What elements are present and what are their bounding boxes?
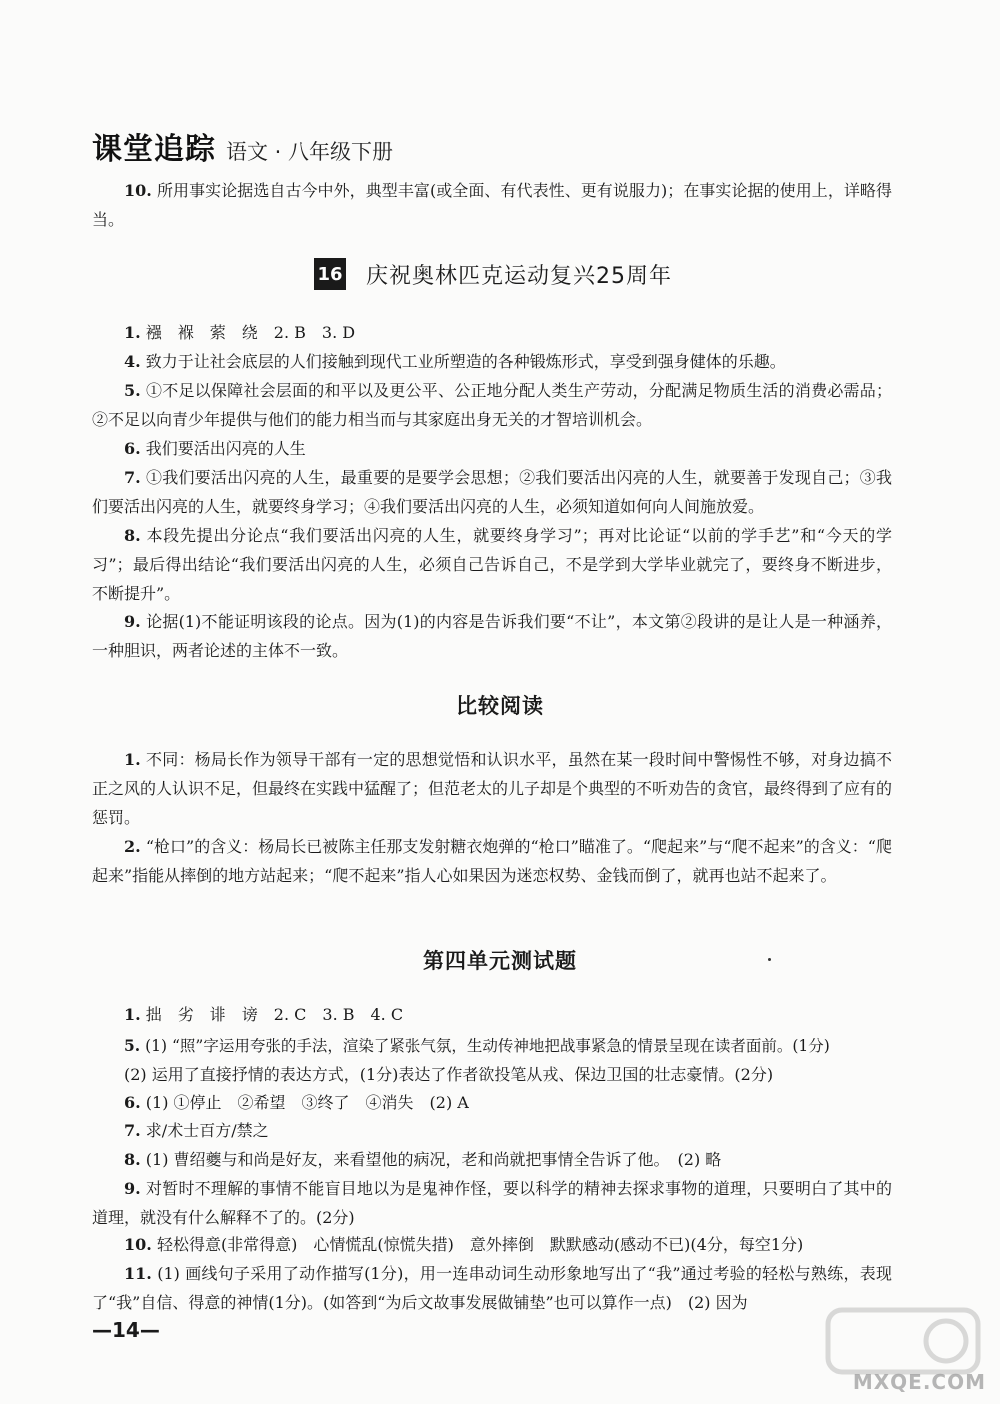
item-text: 拙 劣 诽 谤 2. C 3. B 4. C bbox=[145, 1005, 404, 1024]
item-number: 10. bbox=[124, 181, 152, 200]
item-number: 1. bbox=[124, 750, 141, 769]
item-number: 2. bbox=[124, 837, 141, 856]
answer-item bbox=[92, 607, 892, 665]
item-text: 襁 褓 萦 绕 2. B 3. D bbox=[145, 323, 356, 342]
item-text: ①不足以保障社会层面的和平以及更公平、公正地分配人类生产劳动，分配满足物质生活的消费必需品；②不足以向青少年提供与他们的能力相当而与其家庭出身无关的才智培训机会。 bbox=[92, 381, 892, 429]
item-text: 所用事实论据选自古今中外，典型丰富(或全面、有代表性、更有说服力)；在事实论据的使用上，详略得当。 bbox=[92, 181, 892, 229]
answer-item bbox=[92, 1088, 892, 1117]
item-number: 1. bbox=[124, 1005, 141, 1024]
section-title-unit-test: 第四单元测试题 bbox=[423, 949, 577, 973]
answer-item bbox=[92, 1259, 892, 1317]
answer-item bbox=[92, 1000, 892, 1029]
item-text: 轻松得意(非常得意) 心情慌乱(惊慌失措) 意外摔倒 默默感动(感动不已)(4分，每空1分) bbox=[156, 1235, 804, 1254]
item-text: 对暂时不理解的事情不能盲目地以为是鬼神作怪，要以科学的精神去探求事物的道理，只要明白了其中的道理，就没有什么解释不了的。(2分) bbox=[92, 1179, 892, 1227]
item-number: 10. bbox=[124, 1235, 152, 1254]
answer-item bbox=[92, 1145, 892, 1174]
lesson-number-badge: 16 bbox=[314, 258, 346, 290]
item-number: 6. bbox=[124, 1093, 141, 1112]
item-text: 我们要活出闪亮的人生 bbox=[145, 439, 306, 458]
item-text: 不同：杨局长作为领导干部有一定的思想觉悟和认识水平，虽然在某一段时间中警惕性不够，对身边搞不正之风的人认识不足，但最终在实践中猛醒了；但范老太的儿子却是个典型的不听劝告的贪官，最终得到了应有的惩罚。 bbox=[92, 750, 893, 827]
answer-item bbox=[92, 347, 892, 376]
watermark-text: MXQE.COM bbox=[852, 1370, 986, 1394]
answer-item bbox=[92, 463, 892, 521]
item-text: (1) 曹绍夔与和尚是好友，来看望他的病况，老和尚就把事情全告诉了他。 (2) 略 bbox=[145, 1150, 722, 1169]
answer-item bbox=[92, 176, 892, 234]
answer-item bbox=[92, 1060, 892, 1089]
item-text: (1) 画线句子采用了动作描写(1分)，用一连串动词生动形象地写出了“我”通过考验的轻松与熟练，表现了“我”自信、得意的神情(1分)。(如答到“为后文故事发展做铺垫”也可以算作一点) (2) 因为 bbox=[92, 1264, 892, 1312]
item-text: 论据(1)不能证明该段的论点。因为(1)的内容是告诉我们要“不让”，本文第②段讲的是让人是一种涵养，一种胆识，两者论述的主体不一致。 bbox=[92, 612, 892, 660]
item-number: 8. bbox=[124, 1150, 141, 1169]
item-number: 4. bbox=[124, 352, 141, 371]
item-text: 求/术士百方/禁之 bbox=[145, 1121, 269, 1140]
item-number: 11. bbox=[124, 1264, 152, 1283]
book-brand-logo: 课堂追踪 bbox=[92, 132, 216, 167]
item-text: 致力于让社会底层的人们接触到现代工业所塑造的各种锻炼形式，享受到强身健体的乐趣。 bbox=[145, 352, 786, 371]
answer-item bbox=[92, 832, 892, 890]
item-number: 6. bbox=[124, 439, 141, 458]
item-text: “枪口”的含义：杨局长已被陈主任那支发射糖衣炮弹的“枪口”瞄准了。“爬起来”与“爬不起来”的含义：“爬起来”指能从摔倒的地方站起来；“爬不起来”指人心如果因为迷恋权势、金钱而倒了，就再也站不起来了。 bbox=[92, 837, 892, 885]
answer-item bbox=[92, 376, 892, 434]
lesson-title bbox=[314, 258, 672, 290]
item-number: 8. bbox=[124, 526, 141, 545]
item-number: 5. bbox=[124, 1036, 141, 1055]
book-subtitle: 语文 · 八年级下册 bbox=[226, 140, 394, 164]
page-header bbox=[92, 124, 393, 168]
item-number: 5. bbox=[124, 381, 141, 400]
answer-item bbox=[92, 1230, 892, 1259]
answer-item bbox=[92, 434, 892, 463]
item-number: 7. bbox=[124, 1121, 141, 1140]
item-number: 1. bbox=[124, 323, 141, 342]
item-number: 7. bbox=[124, 468, 141, 487]
answer-item bbox=[92, 318, 892, 347]
page-number: —14— bbox=[92, 1318, 160, 1342]
answer-item bbox=[92, 1031, 892, 1061]
item-text: 本段先提出分论点“我们要活出闪亮的人生，就要终身学习”；再对比论证“以前的学手艺”和“今天的学习”；最后得出结论“我们要活出闪亮的人生，必须自己告诉自己，不是学到大学毕业就完了，要终身不断进步，不断提升”。 bbox=[92, 526, 892, 603]
item-text: ①我们要活出闪亮的人生，最重要的是要学会思想；②我们要活出闪亮的人生，就要善于发现自己；③我们要活出闪亮的人生，就要终身学习；④我们要活出闪亮的人生，必须知道如何向人间施放爱。 bbox=[92, 468, 892, 516]
answer-item bbox=[92, 1174, 892, 1232]
lesson-title-text: 庆祝奥林匹克运动复兴25周年 bbox=[366, 263, 672, 289]
item-text: (1) “照”字运用夸张的手法，渲染了紧张气氛，生动传神地把战事紧急的情景呈现在读者面前。(1分) bbox=[145, 1037, 830, 1055]
item-number: 9. bbox=[124, 1179, 141, 1198]
answer-item bbox=[92, 521, 892, 608]
item-text: (2) 运用了直接抒情的表达方式，(1分)表达了作者欲投笔从戎、保边卫国的壮志豪情。(2分) bbox=[124, 1065, 774, 1084]
answer-item bbox=[92, 745, 892, 832]
item-text: (1) ①停止 ②希望 ③终了 ④消失 (2) A bbox=[145, 1093, 469, 1112]
answer-item bbox=[92, 1116, 892, 1145]
item-number: 9. bbox=[124, 612, 141, 631]
section-title-compare: 比较阅读 bbox=[456, 694, 544, 718]
